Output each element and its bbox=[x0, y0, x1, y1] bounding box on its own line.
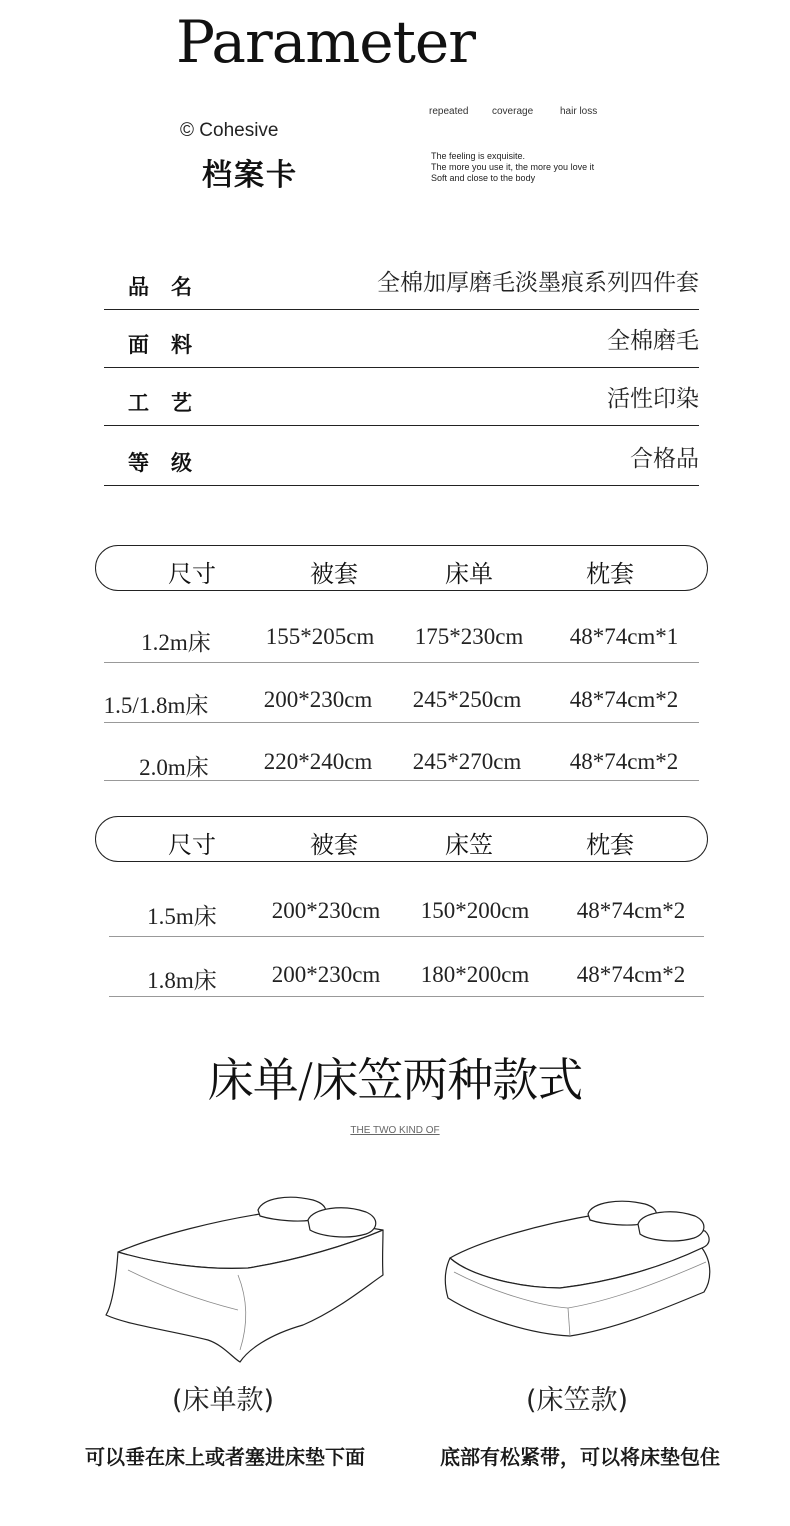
header-cell: 枕套 bbox=[586, 560, 634, 588]
page-title: Parameter bbox=[176, 8, 475, 76]
table-cell: 150*200cm bbox=[420, 898, 530, 923]
info-row-name bbox=[104, 252, 699, 310]
row-divider bbox=[104, 722, 699, 723]
info-value: 合格品 bbox=[630, 446, 699, 472]
table-cell: 245*270cm bbox=[412, 749, 522, 774]
table-cell: 48*74cm*2 bbox=[569, 749, 679, 774]
info-label: 品名 bbox=[128, 275, 214, 299]
table-cell: 48*74cm*2 bbox=[576, 898, 686, 923]
note-fitted-sheet: 底部有松紧带，可以将床垫包住 bbox=[440, 1445, 720, 1469]
table-cell: 200*230cm bbox=[271, 962, 381, 987]
row-divider bbox=[104, 662, 699, 663]
info-label: 面料 bbox=[128, 333, 214, 357]
tag-coverage: coverage bbox=[492, 106, 534, 117]
header-cell: 床单 bbox=[445, 560, 493, 588]
flat-sheet-bed-icon bbox=[98, 1190, 398, 1370]
info-value: 全棉磨毛 bbox=[607, 328, 699, 354]
table-cell: 175*230cm bbox=[414, 624, 524, 649]
brand-logo: © Cohesive bbox=[180, 120, 279, 141]
info-value: 全棉加厚磨毛淡墨痕系列四件套 bbox=[377, 270, 699, 296]
note-flat-sheet: 可以垂在床上或者塞进床垫下面 bbox=[85, 1445, 365, 1469]
description-line: Soft and close to the body bbox=[431, 173, 536, 183]
table-cell: 200*230cm bbox=[263, 687, 373, 712]
caption-fitted-sheet: (床笠款) bbox=[525, 1385, 629, 1416]
header-cell: 床笠 bbox=[445, 831, 493, 859]
table-cell: 155*205cm bbox=[265, 624, 375, 649]
size-table-2-header bbox=[95, 816, 708, 862]
description-line: The more you use it, the more you love it bbox=[431, 162, 595, 172]
size-table-1-header bbox=[95, 545, 708, 591]
tag-repeated: repeated bbox=[429, 106, 469, 117]
info-label: 工艺 bbox=[128, 391, 214, 415]
header-cell: 尺寸 bbox=[168, 831, 216, 859]
page-subtitle: 档案卡 bbox=[202, 158, 298, 193]
table-cell: 220*240cm bbox=[263, 749, 373, 774]
header-cell: 尺寸 bbox=[168, 560, 216, 588]
header-cell: 枕套 bbox=[586, 831, 634, 859]
table-cell: 1.2m床 bbox=[141, 630, 211, 655]
table-cell: 1.5m床 bbox=[147, 904, 217, 929]
description-line: The feeling is exquisite. bbox=[431, 151, 526, 161]
table-cell: 48*74cm*2 bbox=[576, 962, 686, 987]
row-divider bbox=[109, 996, 704, 997]
caption-flat-sheet: (床单款) bbox=[171, 1385, 275, 1416]
header-cell: 被套 bbox=[310, 831, 358, 859]
info-row-grade bbox=[104, 428, 699, 486]
table-cell: 48*74cm*2 bbox=[569, 687, 679, 712]
row-divider bbox=[109, 936, 704, 937]
table-cell: 48*74cm*1 bbox=[569, 624, 679, 649]
tag-hair-loss: hair loss bbox=[560, 106, 598, 117]
info-row-fabric bbox=[104, 310, 699, 368]
info-value: 活性印染 bbox=[607, 386, 699, 412]
info-row-craft bbox=[104, 368, 699, 426]
table-cell: 200*230cm bbox=[271, 898, 381, 923]
table-cell: 2.0m床 bbox=[139, 755, 209, 780]
row-divider bbox=[104, 780, 699, 781]
header-cell: 被套 bbox=[310, 560, 358, 588]
section-title: 床单/床笠两种款式 bbox=[207, 1053, 583, 1107]
info-label: 等级 bbox=[128, 451, 214, 475]
table-cell: 245*250cm bbox=[412, 687, 522, 712]
fitted-sheet-bed-icon bbox=[440, 1196, 720, 1356]
table-cell: 1.8m床 bbox=[147, 968, 217, 993]
table-cell: 1.5/1.8m床 bbox=[103, 693, 209, 718]
table-cell: 180*200cm bbox=[420, 962, 530, 987]
section-subtitle: THE TWO KIND OF bbox=[350, 1125, 440, 1136]
